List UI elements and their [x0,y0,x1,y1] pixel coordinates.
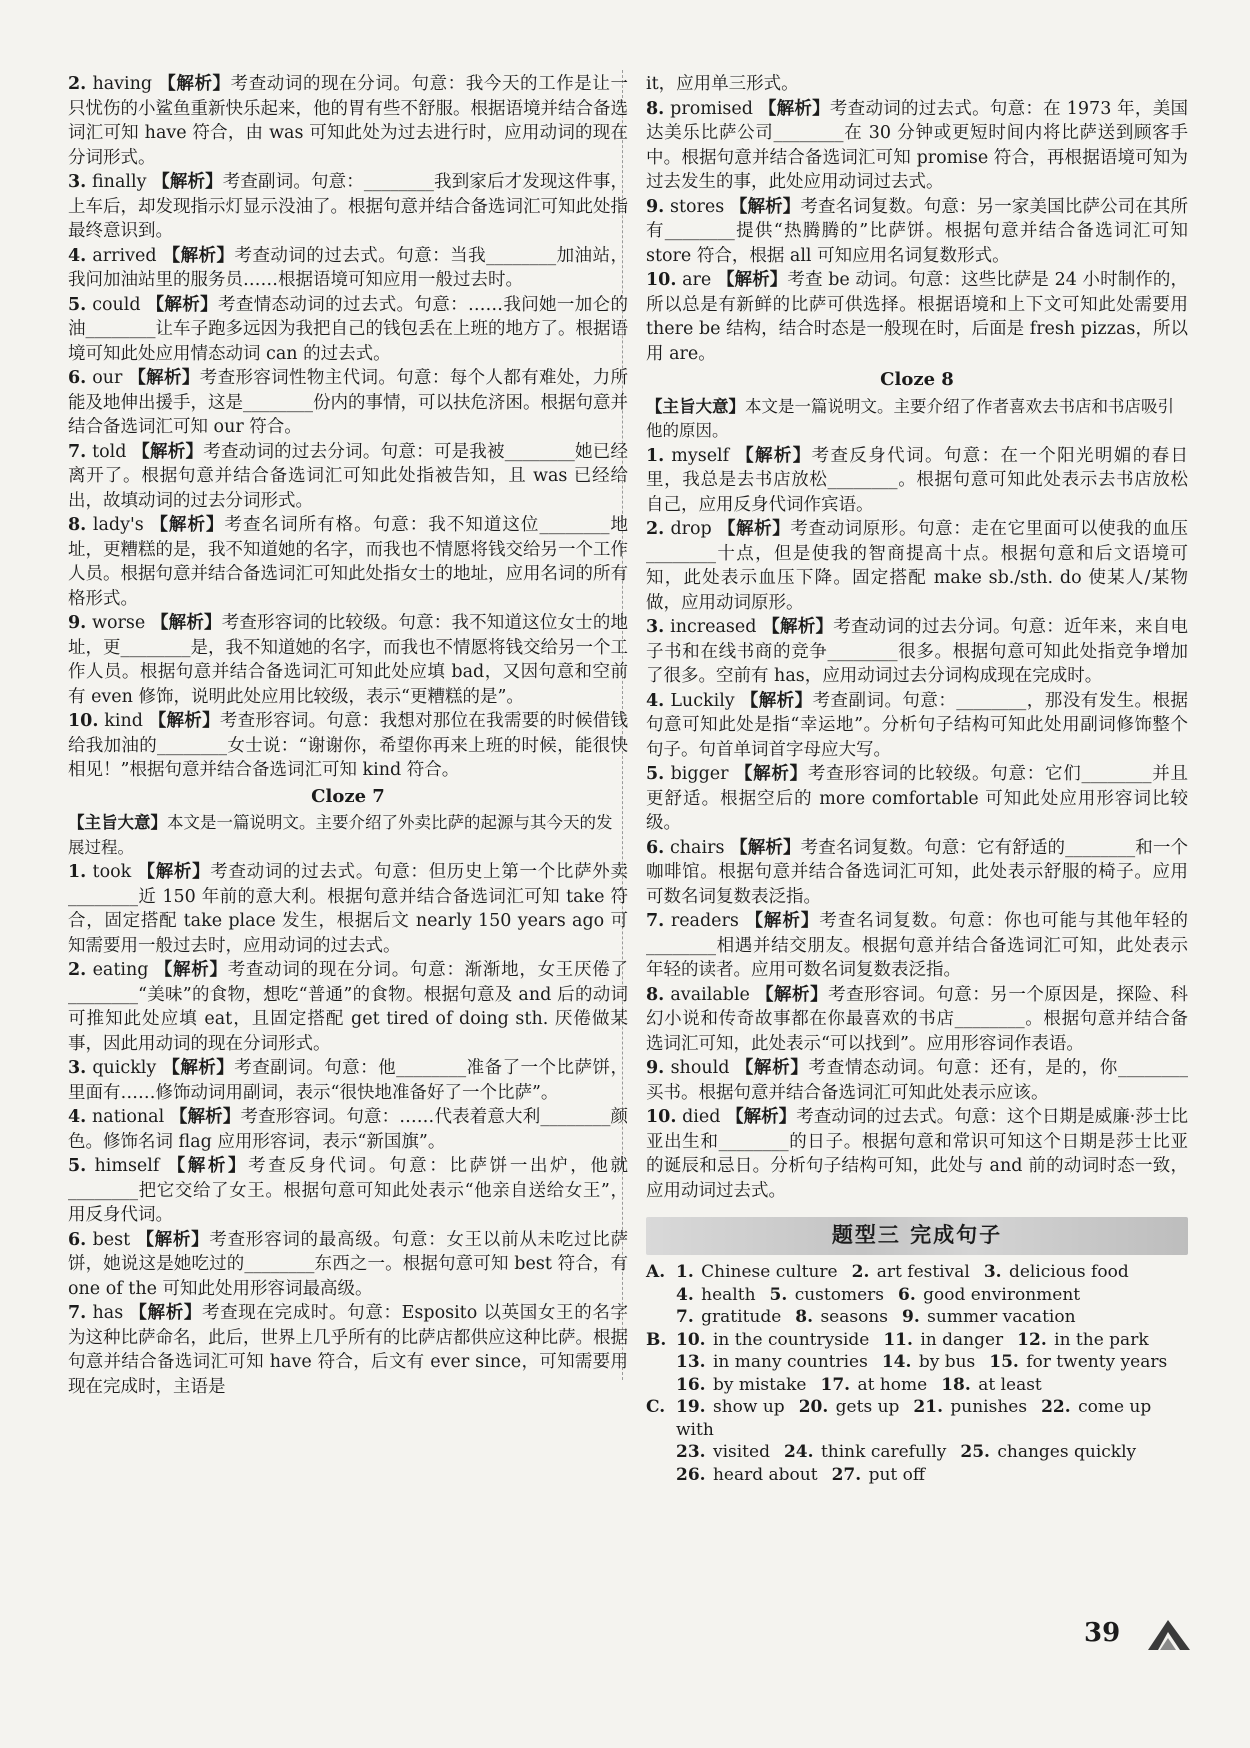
answer-item [68,1056,628,1105]
item-answer: died [682,1107,721,1127]
analysis-text: 考查副词。句意：________，那没有发生。根据句意可知此处是指“幸运地”。分析句子结构可知此处用副词修饰整个句子。句首单词首字母应大写。 [646,690,1188,760]
item-number: 4. [68,245,87,266]
analysis-text: 考查动词的过去式。句意：这个日期是威廉·莎士比亚出生和________的日子。根据句意和常识可知这个日期是莎士比亚的诞辰和忌日。分析句子结构可知，此处与 and 前的动词时态一致，应用动词过去式。 [646,1107,1188,1201]
item-number: 9. [646,1058,665,1078]
cloze8-items [646,444,1188,1204]
answer-item [68,709,628,783]
analysis-tag: 【解析】 [716,270,788,290]
item-answer: chairs [669,837,725,858]
answer-group-label [646,1441,676,1464]
left-column [68,72,628,1399]
answer-line [676,1261,1188,1284]
summary-text: 本文是一篇说明文。主要介绍了作者喜欢去书店和书店吸引他的原因。 [646,396,1174,440]
answer-row [646,1374,1188,1397]
item-number: 3. [68,1058,87,1078]
answer-line [676,1464,1188,1487]
answer-number: 26. [676,1464,706,1485]
answer-text: by mistake [712,1374,807,1395]
answer-text: show up [712,1397,785,1417]
item-number: 7. [68,1303,87,1323]
answer-row [646,1441,1188,1464]
answer-number: 4. [676,1284,694,1305]
answer-number: 1. [676,1262,694,1282]
page-number: 39 [1084,1618,1121,1648]
cloze7-items [68,860,628,1399]
analysis-tag: 【解析】 [740,690,813,711]
cloze8-summary [646,395,1188,444]
analysis-tag: 【解析】 [162,245,235,266]
answer-item [68,170,628,244]
answer-number: 21. [913,1397,943,1417]
analysis-text: 考查形容词的比较级。句意：我不知道这位女士的地址，更________是，我不知道她的名字，而我也不情愿将钱交给另一个工作人员。根据句意并结合备选词汇可知此处应填 bad，又因句意和空前有 even 修饰，说明此处应用比较级，表示“更糟糕的是”。 [68,613,629,707]
analysis-text: 考查形容词性物主代词。句意：每个人都有难处，力所能及地伸出援手，这是________份内的事情，可以扶危济困。根据句意并结合备选词汇可知 our 符合。 [68,368,628,437]
cloze6-items [68,72,628,783]
answer-text: good environment [923,1284,1081,1305]
answer-row [646,1329,1188,1352]
summary-text: 本文是一篇说明文。主要介绍了外卖比萨的起源与其今天的发展过程。 [68,813,613,857]
item-number: 5. [68,294,87,315]
answer-text: in danger [920,1329,1004,1350]
cloze7-items-continued [646,97,1188,367]
item-number: 6. [68,1229,87,1250]
answer-line [676,1351,1188,1374]
answer-item [646,1105,1188,1203]
analysis-tag: 【解析】 [136,1229,210,1250]
analysis-text: 考查动词的现在分词。句意：我今天的工作是让一只忧伤的小鲨鱼重新快乐起来，他的胃有些不舒服。根据语境并结合备选词汇可知 have 符合，由 was 可知此处为过去进行时，应用动词的现在分词形式。 [68,74,628,168]
summary-tag: 【主旨大意】 [646,396,745,416]
item-answer: finally [92,172,147,192]
answer-item [68,958,628,1056]
answer-line [676,1306,1188,1329]
item-answer: kind [104,711,143,731]
answer-line [676,1329,1188,1352]
analysis-tag: 【解析】 [745,911,820,931]
analysis-text: 考查动词的过去式。句意：但历史上第一个比萨外卖________近 150 年前的意大利。根据句意并结合备选词汇可知 take 符合，固定搭配 take place 发生，根据后文 nearly 150 years ago 可知需要用一般过去时，应用动词的过去式。 [68,862,628,956]
answer-text: changes quickly [997,1442,1137,1462]
analysis-tag: 【解析】 [154,960,228,980]
answer-text: punishes [950,1397,1028,1417]
analysis-tag: 【解析】 [146,294,218,315]
analysis-tag: 【解析】 [762,617,834,637]
continuation-text: it，应用单三形式。 [646,74,799,94]
answer-number: 16. [676,1374,706,1395]
item-answer: eating [92,960,149,980]
answer-text: think carefully [820,1442,947,1462]
item-answer: promised [670,98,753,119]
item-answer: our [92,368,123,388]
item-number: 8. [646,98,665,119]
analysis-tag: 【解析】 [726,1107,797,1127]
answer-item [68,611,628,709]
publisher-logo-icon [1146,1618,1192,1652]
answer-number: 15. [989,1352,1019,1372]
analysis-text: 考查名词复数。句意：你也可能与其他年轻的________相遇并结交朋友。根据句意并结合备选词汇可知，此处表示年轻的读者。应用可数名词复数表泛指。 [646,911,1188,980]
answer-text: visited [712,1442,770,1462]
analysis-text: 考查 be 动词。句意：这些比萨是 24 小时制作的，所以总是有新鲜的比萨可供选择。根据语境和上下文可知此处需要用 there be 结构，结合时态是一般现在时，后面是 fresh pizzas，所以用 are。 [646,270,1189,364]
item-number: 7. [68,441,87,462]
analysis-text: 考查情态动词的过去式。句意：……我问她一加仑的油________让车子跑多远因为我把自己的钱包丢在上班的地方了。根据语境可知此处应用情态动词 can 的过去式。 [68,294,628,364]
answer-number: 10. [676,1329,706,1350]
item-answer: worse [92,613,146,633]
analysis-tag: 【解析】 [129,1303,202,1323]
item-answer: are [682,270,712,290]
answer-number: 20. [798,1397,829,1417]
answer-text: at home [857,1374,928,1395]
analysis-tag: 【解析】 [137,862,211,882]
item-number: 6. [646,837,665,858]
analysis-tag: 【解析】 [150,515,225,535]
answer-number: 9. [902,1307,920,1327]
answer-number: 12. [1017,1329,1047,1350]
analysis-tag: 【解析】 [758,98,830,119]
answer-row [646,1261,1188,1284]
answer-number: 13. [676,1352,706,1372]
answer-item [68,1228,628,1302]
analysis-text: 考查形容词。句意：另一个原因是，探险、科幻小说和传奇故事都在你最喜欢的书店________。根据句意并结合备选词汇可知，此处表示“可以找到”。应用形容词作表语。 [646,984,1188,1054]
answer-item [68,244,628,293]
analysis-tag: 【解析】 [151,613,222,633]
analysis-tag: 【解析】 [162,1058,235,1078]
item-answer: told [92,441,127,462]
answer-item [646,195,1188,269]
item-answer: quickly [92,1058,157,1078]
analysis-tag: 【解析】 [729,196,801,217]
analysis-text: 考查形容词的最高级。句意：女王以前从未吃过比萨饼，她说这是她吃过的________东西之一。根据句意可知 best 符合，有 one of the 可知此处用形容词最高级。 [68,1229,628,1299]
analysis-tag: 【解析】 [158,74,231,94]
item-number: 5. [646,764,665,784]
analysis-text: 考查反身代词。句意：在一个阳光明媚的春日里，我总是去书店放松________。根据句意可知此处表示去书店放松自己，应用反身代词作宾语。 [646,445,1188,515]
answer-item [646,1056,1188,1105]
answer-text: summer vacation [927,1307,1076,1327]
analysis-tag: 【解析】 [128,368,200,388]
answer-row [646,1306,1188,1329]
answer-text: at least [978,1374,1042,1395]
item-answer: best [92,1229,131,1250]
item-answer: could [92,294,141,315]
answer-item [646,909,1188,983]
answer-line [676,1396,1188,1441]
answer-number: 6. [897,1284,916,1305]
analysis-tag: 【解析】 [169,1107,241,1127]
item-number: 2. [68,74,87,94]
item-number: 3. [68,172,87,192]
answer-number: 8. [795,1307,814,1327]
item-answer: has [92,1303,124,1323]
analysis-text: 考查形容词。句意：……代表着意大利________颜色。修饰名词 flag 应用形容词，表示“新国旗”。 [68,1107,628,1152]
answer-number: 18. [941,1374,971,1395]
answer-group-label [646,1351,676,1374]
answer-line [676,1374,1188,1397]
item-number: 2. [68,960,87,980]
item-answer: having [92,74,153,94]
answer-group-label: C. [646,1397,666,1417]
answer-item [646,689,1188,763]
answer-text: put off [868,1464,925,1485]
answer-item [646,762,1188,836]
answer-item [646,97,1188,195]
analysis-text: 考查动词原形。句意：走在它里面可以使我的血压________十点，但是使我的智商提高十点。根据句意和后文语境可知，此处表示血压下降。固定搭配 make sb./sth. do 使某人/某物做，应用动词原形。 [646,519,1188,613]
item-number: 10. [646,270,677,290]
answer-item [646,444,1188,518]
answer-text: delicious food [1008,1262,1129,1282]
item-answer: Luckily [670,690,735,711]
item-answer: bigger [670,764,729,784]
analysis-text: 考查副词。句意：________我到家后才发现这件事，上车后，却发现指示灯显示没油了。根据句意并结合备选词汇可知此处指最终意识到。 [68,172,628,241]
analysis-tag: 【解析】 [132,441,204,462]
analysis-tag: 【解析】 [152,172,223,192]
item-number: 10. [68,711,99,731]
answer-text: art festival [876,1262,970,1282]
answer-line [676,1441,1188,1464]
answer-text: gets up [835,1397,900,1417]
answer-text: in the park [1054,1329,1149,1350]
analysis-text: 考查形容词的比较级。句意：它们________并且更舒适。根据空后的 more comfortable 可知此处应用形容词比较级。 [646,764,1188,833]
analysis-tag: 【解析】 [167,1156,249,1176]
answer-number: 23. [676,1442,706,1462]
cloze8-title: Cloze 8 [880,369,954,390]
item-answer: himself [94,1156,160,1176]
item-number: 7. [646,911,665,931]
item-number: 4. [68,1107,87,1127]
answer-item [68,1301,628,1399]
answer-text: seasons [820,1307,889,1327]
answer-text: in many countries [712,1352,868,1372]
answer-item [68,1105,628,1154]
answer-item [68,72,628,170]
item-number: 3. [646,617,665,637]
analysis-text: 考查反身代词。句意：比萨饼一出炉，他就________把它交给了女王。根据句意可知此处表示“他亲自送给女王”，用反身代词。 [68,1156,628,1225]
item-number: 6. [68,368,87,388]
analysis-text: 考查现在完成时。句意：Esposito 以英国女王的名字为这种比萨命名，此后，世界上几乎所有的比萨店都供应这种比萨。根据句意并结合备选词汇可知 have 符合，后文有 ever since，可知需要用现在完成时，主语是 [68,1303,628,1397]
item-answer: available [670,984,750,1005]
item-number: 4. [646,690,665,711]
summary-tag: 【主旨大意】 [68,813,167,832]
item-number: 9. [646,196,665,217]
answer-group-label [646,1464,676,1487]
item-answer: took [92,862,132,882]
answer-key [646,1261,1188,1486]
answer-item [68,293,628,367]
answer-text: for twenty years [1026,1352,1168,1372]
answer-number: 5. [769,1284,788,1305]
answer-row [646,1284,1188,1307]
answer-item [68,440,628,514]
item-number: 5. [68,1156,87,1176]
answer-group-label: A. [646,1262,666,1282]
answer-text: come up with [676,1397,1152,1440]
analysis-text: 考查形容词。句意：我想对那位在我需要的时候借钱给我加油的________女士说：“谢谢你，希望你再来上班的时候，能很快相见！”根据句意并结合备选词汇可知 kind 符合。 [68,711,628,780]
answer-group-label: B. [646,1329,667,1350]
cloze7-summary [68,811,628,860]
answer-text: Chinese culture [701,1262,838,1282]
right-column [646,72,1188,1486]
answer-item [68,513,628,611]
item-answer: arrived [92,245,157,266]
analysis-text: 考查动词的过去式。句意：当我________加油站，我问加油站里的服务员……根据语境可知应用一般过去时。 [68,245,628,290]
answer-number: 14. [881,1352,912,1372]
item-answer: drop [670,519,712,539]
item-answer: national [92,1107,165,1127]
answer-text: customers [794,1284,884,1305]
analysis-text: 考查动词的过去分词。句意：近年来，来自电子书和在线书商的竞争________很多。根据句意可知此处指竞争增加了很多。空前有 has，应用动词过去分词构成现在完成时。 [646,617,1188,686]
item-number: 8. [68,515,87,535]
answer-text: in the countryside [712,1329,870,1350]
answer-text: heard about [712,1464,818,1485]
item-answer: myself [671,445,730,466]
answer-group-label [646,1306,676,1329]
answer-row [646,1351,1188,1374]
answer-number: 17. [820,1374,851,1395]
answer-item [646,983,1188,1057]
answer-row [646,1396,1188,1441]
analysis-text: 考查名词复数。句意：它有舒适的________和一个咖啡馆。根据句意并结合备选词汇可知，此处表示舒服的椅子。应用可数名词复数表泛指。 [646,837,1189,907]
item-answer: lady's [92,515,144,535]
answer-text: gratitude [701,1307,782,1327]
item-number: 1. [68,862,87,882]
answer-number: 27. [831,1464,862,1485]
answer-number: 24. [783,1442,814,1462]
answer-number: 22. [1041,1397,1071,1417]
item-answer: should [670,1058,730,1078]
answer-number: 19. [676,1397,706,1417]
answer-number: 2. [851,1262,870,1282]
analysis-text: 考查副词。句意：他________准备了一个比萨饼，里面有……修饰动词用副词，表示“很快地准备好了一个比萨”。 [68,1058,628,1103]
answer-item [68,1154,628,1228]
answer-text: health [701,1284,756,1305]
section-banner [646,1217,1188,1255]
item-answer: increased [670,617,757,637]
item-number: 8. [646,984,665,1005]
answer-item [646,517,1188,615]
analysis-tag: 【解析】 [756,984,829,1005]
item-number: 1. [646,445,665,466]
cloze7-title: Cloze 7 [311,785,385,807]
answer-text: by bus [918,1352,976,1372]
item-answer: readers [670,911,739,931]
answer-number: 11. [883,1329,913,1350]
answer-item [68,366,628,440]
analysis-text: 考查情态动词。句意：还有，是的，你________买书。根据句意并结合备选词汇可知此处表示应该。 [646,1058,1189,1103]
answer-item [646,615,1188,689]
answer-group-label [646,1374,676,1397]
analysis-tag: 【解析】 [735,1058,809,1078]
analysis-text: 考查动词的过去式。句意：在 1973 年，美国达美乐比萨公司________在 30 分钟或更短时间内将比萨送到顾客手中。根据句意并结合备选词汇可知 promise 符合，再根据语境可知为过去发生的事，此处应用动词过去式。 [646,98,1188,192]
analysis-tag: 【解析】 [736,445,812,466]
analysis-tag: 【解析】 [730,837,801,858]
item-number: 10. [646,1107,677,1127]
item-number: 9. [68,613,87,633]
analysis-tag: 【解析】 [734,764,808,784]
analysis-tag: 【解析】 [148,711,220,731]
item-number: 2. [646,519,665,539]
answer-group-label [646,1284,676,1307]
analysis-text: 考查名词复数。句意：另一家美国比萨公司在其所有________提供“热腾腾的”比萨饼。根据句意并结合备选词汇可知 store 符合，根据 all 可知应用名词复数形式。 [646,196,1188,266]
answer-item [68,860,628,958]
answer-item [646,836,1188,910]
answer-item [646,268,1188,366]
analysis-text: 考查名词所有格。句意：我不知道这位________地址，更糟糕的是，我不知道她的名字，而我也不情愿将钱交给另一个工作人员。根据句意并结合备选词汇可知此处指女士的地址，应用名词的所有格形式。 [68,515,628,609]
answer-number: 3. [983,1262,1002,1282]
answer-row [646,1464,1188,1487]
analysis-text: 考查动词的现在分词。句意：渐渐地，女王厌倦了________“美味”的食物，想吃“普通”的食物。根据句意及 and 后的动词可推知此处应填 eat，且固定搭配 get tired of doing sth. 厌倦做某事，因此用动词的现在分词形式。 [68,960,628,1054]
item-answer: stores [669,196,725,217]
section-banner-title: 题型三 完成句子 [831,1223,1003,1247]
analysis-tag: 【解析】 [717,519,791,539]
analysis-text: 考查动词的过去分词。句意：可是我被________她已经离开了。根据句意并结合备选词汇可知此处指被告知，且 was 已经给出，故填动词的过去分词形式。 [68,441,628,511]
answer-number: 25. [960,1442,990,1462]
answer-line [676,1284,1188,1307]
answer-number: 7. [676,1307,694,1327]
